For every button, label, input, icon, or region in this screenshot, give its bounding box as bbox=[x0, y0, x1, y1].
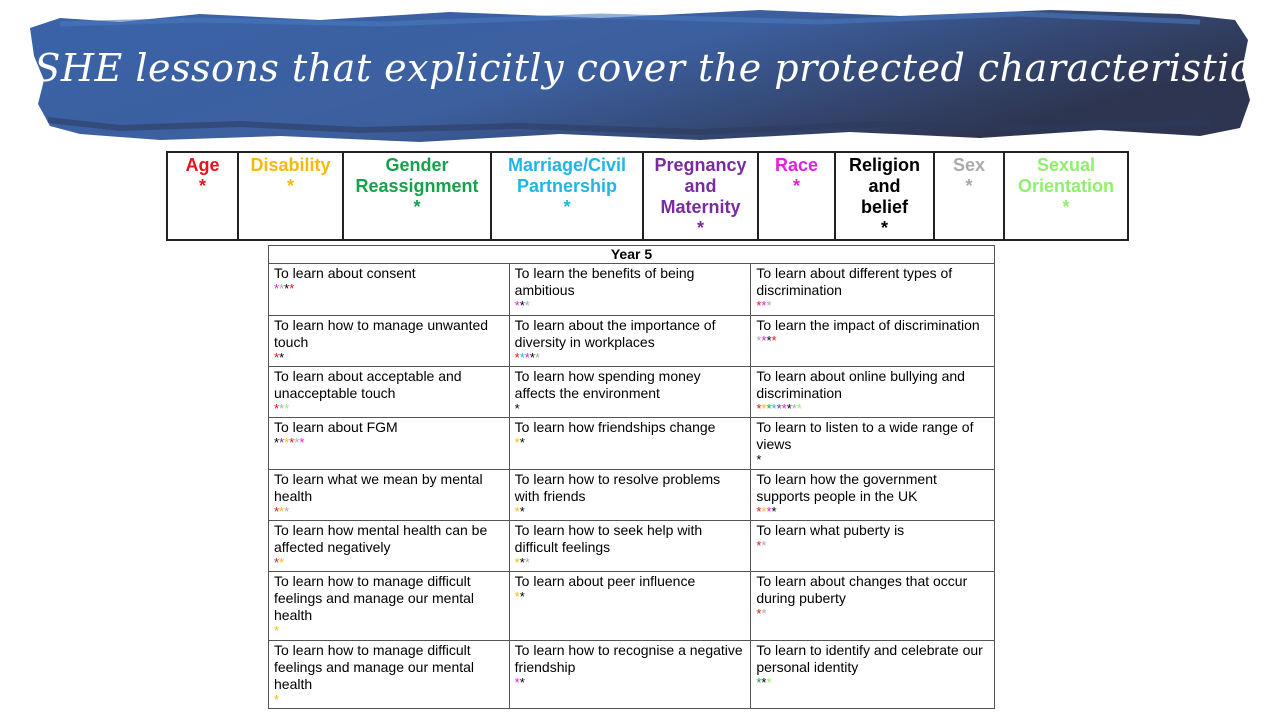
star-sex: * bbox=[534, 350, 540, 365]
legend-marriage bbox=[491, 152, 643, 240]
star-disability: * bbox=[279, 504, 285, 519]
star-age: * bbox=[289, 435, 295, 450]
legend-pregnancy bbox=[643, 152, 758, 240]
lesson-cell bbox=[269, 641, 510, 709]
star-age: * bbox=[274, 555, 280, 570]
characteristic-stars bbox=[756, 402, 989, 416]
legend-star: * bbox=[563, 197, 571, 217]
lesson-text: To learn the benefits of being ambitious bbox=[514, 265, 695, 298]
legend-label: Sex bbox=[952, 155, 986, 175]
star-religion: * bbox=[519, 555, 525, 570]
star-marriage: * bbox=[519, 350, 525, 365]
star-disability: * bbox=[274, 692, 280, 707]
lesson-text: To learn how mental health can be affected negatively bbox=[274, 522, 488, 555]
lesson-cell bbox=[751, 264, 995, 316]
lesson-text: To learn how to manage difficult feelings and manage our mental health bbox=[274, 642, 475, 692]
lesson-cell bbox=[751, 572, 995, 641]
legend-star: * bbox=[286, 176, 294, 196]
characteristic-stars bbox=[515, 676, 746, 690]
star-age: * bbox=[274, 350, 280, 365]
lesson-cell bbox=[509, 418, 751, 470]
legend-label: Partnership bbox=[516, 176, 618, 196]
characteristic-stars bbox=[515, 402, 746, 416]
star-orientation: * bbox=[766, 675, 772, 690]
star-gender: * bbox=[766, 401, 772, 416]
lesson-cell bbox=[269, 572, 510, 641]
star-race: * bbox=[514, 298, 520, 313]
lesson-text: To learn what puberty is bbox=[756, 522, 905, 538]
lesson-text: To learn about online bullying and discrimination bbox=[756, 368, 965, 401]
star-religion: * bbox=[771, 504, 777, 519]
lessons-table-body bbox=[269, 264, 995, 709]
legend-label: Pregnancy bbox=[654, 155, 747, 175]
characteristics-legend bbox=[166, 151, 1129, 241]
star-gender: * bbox=[756, 675, 762, 690]
lesson-text: To learn how to resolve problems with friends bbox=[514, 471, 721, 504]
characteristic-stars bbox=[274, 693, 504, 707]
legend-star: * bbox=[696, 218, 704, 238]
year-5-lessons-table bbox=[268, 245, 995, 709]
legend-star: * bbox=[413, 197, 421, 217]
star-pregnancy: * bbox=[776, 401, 782, 416]
star-disability: * bbox=[274, 623, 280, 638]
legend-label: Disability bbox=[250, 155, 331, 175]
star-religion: * bbox=[519, 589, 525, 604]
lesson-text: To learn about peer influence bbox=[514, 573, 696, 589]
star-religion: * bbox=[279, 350, 285, 365]
lesson-cell bbox=[509, 641, 751, 709]
star-sex: * bbox=[761, 606, 767, 621]
star-religion: * bbox=[274, 435, 280, 450]
characteristic-stars bbox=[756, 299, 989, 313]
star-race: * bbox=[299, 435, 305, 450]
characteristic-stars bbox=[274, 505, 504, 519]
lesson-cell bbox=[751, 521, 995, 572]
legend-age bbox=[167, 152, 238, 240]
table-row bbox=[269, 641, 995, 709]
legend-label: Race bbox=[774, 155, 819, 175]
lesson-text: To learn what we mean by mental health bbox=[274, 471, 483, 504]
star-age: * bbox=[289, 281, 295, 296]
star-age: * bbox=[274, 504, 280, 519]
star-race: * bbox=[761, 333, 767, 348]
table-row bbox=[269, 572, 995, 641]
legend-disability bbox=[238, 152, 343, 240]
characteristic-stars bbox=[756, 334, 989, 348]
lesson-cell bbox=[509, 367, 751, 418]
star-sex: * bbox=[279, 401, 285, 416]
star-disability: * bbox=[761, 504, 767, 519]
star-religion: * bbox=[529, 350, 535, 365]
lesson-text: To learn about consent bbox=[274, 265, 416, 281]
star-age: * bbox=[756, 538, 762, 553]
star-religion: * bbox=[786, 401, 792, 416]
star-disability: * bbox=[284, 435, 290, 450]
star-race: * bbox=[514, 675, 520, 690]
characteristic-stars bbox=[274, 556, 504, 570]
legend-label: Sexual bbox=[1036, 155, 1096, 175]
legend-row bbox=[167, 152, 1128, 240]
star-sex: * bbox=[524, 298, 530, 313]
table-header-year: Year 5 bbox=[269, 246, 995, 264]
star-race: * bbox=[761, 298, 767, 313]
legend-star: * bbox=[880, 218, 888, 238]
star-sex: * bbox=[766, 298, 772, 313]
star-age: * bbox=[756, 298, 762, 313]
star-age: * bbox=[514, 350, 520, 365]
star-religion: * bbox=[761, 675, 767, 690]
lesson-cell bbox=[751, 470, 995, 521]
lesson-cell bbox=[509, 572, 751, 641]
star-religion: * bbox=[766, 333, 772, 348]
characteristic-stars bbox=[274, 436, 504, 450]
lesson-text: To learn about changes that occur during puberty bbox=[756, 573, 968, 606]
legend-orientation bbox=[1004, 152, 1128, 240]
legend-label: Religion bbox=[849, 155, 920, 175]
star-race: * bbox=[274, 281, 280, 296]
characteristic-stars bbox=[515, 351, 746, 365]
table-row bbox=[269, 521, 995, 572]
lesson-cell bbox=[751, 641, 995, 709]
lesson-cell bbox=[509, 470, 751, 521]
star-sex: * bbox=[761, 538, 767, 553]
lesson-text: To learn how spending money affects the environment bbox=[514, 368, 701, 401]
lesson-cell bbox=[509, 264, 751, 316]
star-age: * bbox=[756, 606, 762, 621]
legend-label: Age bbox=[185, 155, 220, 175]
star-sex: * bbox=[294, 435, 300, 450]
legend-label: and bbox=[684, 176, 717, 196]
lesson-cell bbox=[269, 470, 510, 521]
lesson-cell bbox=[269, 264, 510, 316]
table-row bbox=[269, 264, 995, 316]
characteristic-stars bbox=[756, 453, 989, 467]
star-age: * bbox=[274, 401, 280, 416]
star-disability: * bbox=[514, 555, 520, 570]
legend-star: * bbox=[965, 176, 973, 196]
characteristic-stars bbox=[515, 436, 746, 450]
characteristic-stars bbox=[274, 624, 504, 638]
lesson-text: To learn to listen to a wide range of views bbox=[756, 419, 974, 452]
characteristic-stars bbox=[515, 299, 746, 313]
star-sex: * bbox=[279, 281, 285, 296]
lesson-text: To learn about the importance of diversity in workplaces bbox=[514, 317, 716, 350]
lesson-text: To learn how to manage difficult feelings and manage our mental health bbox=[274, 573, 475, 623]
characteristic-stars bbox=[515, 590, 746, 604]
lesson-text: To learn about FGM bbox=[274, 419, 398, 435]
star-orientation: * bbox=[284, 401, 290, 416]
legend-race bbox=[758, 152, 835, 240]
characteristic-stars bbox=[274, 402, 504, 416]
star-religion: * bbox=[284, 281, 290, 296]
star-religion: * bbox=[514, 401, 520, 416]
lesson-text: To learn how friendships change bbox=[514, 419, 716, 435]
lesson-cell bbox=[269, 418, 510, 470]
table-row bbox=[269, 316, 995, 367]
lesson-text: To learn how to recognise a negative friendship bbox=[514, 642, 743, 675]
star-religion: * bbox=[519, 504, 525, 519]
star-race: * bbox=[524, 350, 530, 365]
legend-label: belief bbox=[860, 197, 908, 217]
star-orientation: * bbox=[796, 401, 802, 416]
lesson-text: To learn about different types of discrimination bbox=[756, 265, 953, 298]
star-religion: * bbox=[519, 675, 525, 690]
page-title: PSHE lessons that explicitly cover the protected characteristics bbox=[8, 46, 1272, 90]
characteristic-stars bbox=[756, 505, 989, 519]
star-religion: * bbox=[519, 435, 525, 450]
star-sex: * bbox=[284, 504, 290, 519]
lesson-cell bbox=[751, 418, 995, 470]
characteristic-stars bbox=[756, 676, 989, 690]
characteristic-stars bbox=[274, 351, 504, 365]
lesson-text: To learn how to manage unwanted touch bbox=[274, 317, 489, 350]
characteristic-stars bbox=[756, 607, 989, 621]
lesson-cell bbox=[751, 367, 995, 418]
characteristic-stars bbox=[274, 282, 504, 296]
star-pregnancy: * bbox=[279, 435, 285, 450]
legend-religion bbox=[835, 152, 934, 240]
star-age: * bbox=[756, 401, 762, 416]
characteristic-stars bbox=[515, 556, 746, 570]
lesson-cell bbox=[509, 316, 751, 367]
star-age: * bbox=[756, 504, 762, 519]
star-religion: * bbox=[756, 452, 762, 467]
star-race: * bbox=[766, 504, 772, 519]
star-sex: * bbox=[524, 555, 530, 570]
star-marriage: * bbox=[771, 401, 777, 416]
table-row bbox=[269, 470, 995, 521]
lesson-text: To learn the impact of discrimination bbox=[756, 317, 980, 333]
legend-sex bbox=[934, 152, 1004, 240]
lesson-cell bbox=[269, 367, 510, 418]
lesson-cell bbox=[269, 521, 510, 572]
characteristic-stars bbox=[515, 505, 746, 519]
legend-star: * bbox=[792, 176, 800, 196]
legend-label: Gender bbox=[385, 155, 449, 175]
table-row bbox=[269, 418, 995, 470]
legend-star: * bbox=[1062, 197, 1070, 217]
legend-label: Maternity bbox=[660, 197, 741, 217]
legend-label: Orientation bbox=[1017, 176, 1114, 196]
lesson-text: To learn how to seek help with difficult feelings bbox=[514, 522, 703, 555]
legend-label: Reassignment bbox=[355, 176, 479, 196]
lesson-text: To learn about acceptable and unacceptable touch bbox=[274, 368, 462, 401]
lesson-cell bbox=[751, 316, 995, 367]
lesson-cell bbox=[509, 521, 751, 572]
characteristic-stars bbox=[756, 539, 989, 553]
star-disability: * bbox=[761, 401, 767, 416]
legend-gender bbox=[343, 152, 491, 240]
table-row bbox=[269, 367, 995, 418]
star-sex: * bbox=[791, 401, 797, 416]
star-disability: * bbox=[514, 504, 520, 519]
legend-label: Marriage/Civil bbox=[507, 155, 627, 175]
star-disability: * bbox=[514, 435, 520, 450]
legend-label: and bbox=[868, 176, 901, 196]
star-disability: * bbox=[514, 589, 520, 604]
star-age: * bbox=[771, 333, 777, 348]
title-banner bbox=[0, 0, 1280, 150]
lesson-text: To learn to identify and celebrate our personal identity bbox=[756, 642, 983, 675]
star-religion: * bbox=[519, 298, 525, 313]
star-sex: * bbox=[756, 333, 762, 348]
star-disability: * bbox=[279, 555, 285, 570]
star-race: * bbox=[781, 401, 787, 416]
lesson-text: To learn how the government supports people in the UK bbox=[756, 471, 937, 504]
legend-star: * bbox=[198, 176, 206, 196]
lesson-cell bbox=[269, 316, 510, 367]
